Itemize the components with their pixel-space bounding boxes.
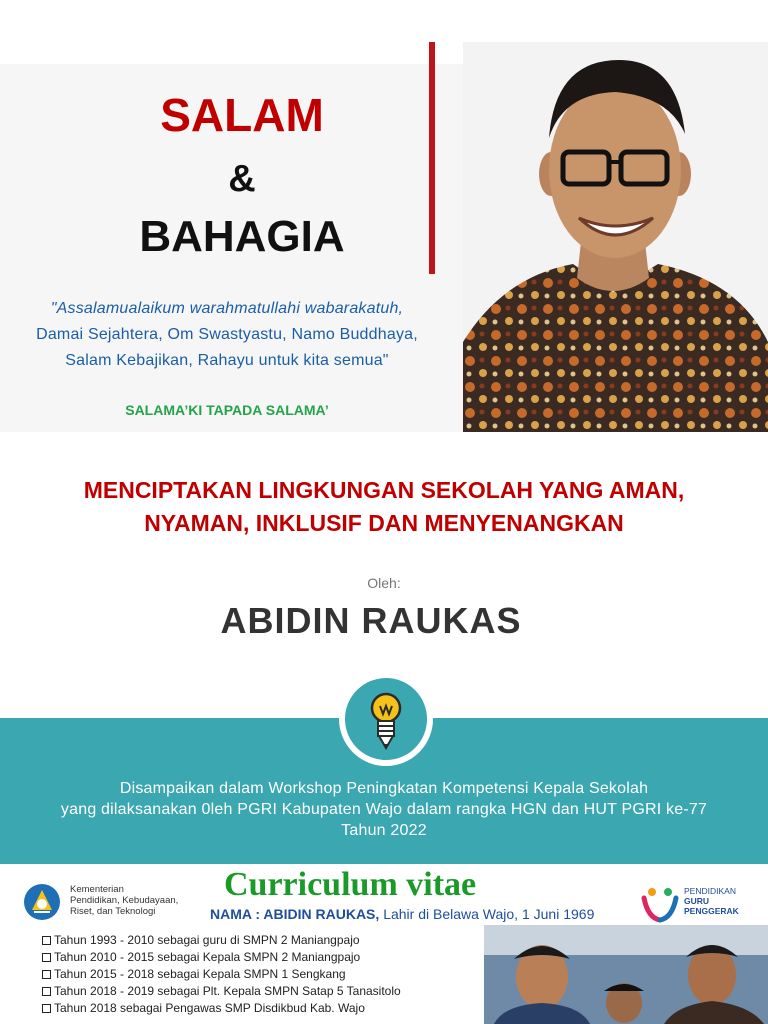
greeting-line-3: Salam Kebajikan, Rahayu untuk kita semua" bbox=[65, 352, 389, 369]
ministry-logo-line-2: Pendidikan, Kebudayaan, bbox=[70, 895, 179, 906]
occasion-text bbox=[0, 778, 768, 841]
speaker-photo bbox=[463, 42, 768, 432]
greeting-line-2: Damai Sejahtera, Om Swastyastu, Namo Buddhaya, bbox=[36, 326, 418, 343]
occasion-line-2: yang dilaksanakan 0leh PGRI Kabupaten Wajo dalam rangka HGN dan HUT PGRI ke-77 bbox=[60, 801, 708, 818]
author-name: ABIDIN RAUKAS bbox=[220, 600, 522, 641]
by-label: Oleh: bbox=[367, 575, 401, 591]
checkbox-icon bbox=[42, 953, 51, 962]
ministry-logo-line-1: Kementerian bbox=[70, 884, 124, 895]
checkbox-icon bbox=[42, 987, 51, 996]
presentation-title bbox=[0, 474, 768, 540]
cv-name-line bbox=[210, 906, 594, 922]
group-photo bbox=[484, 925, 768, 1024]
program-logo-line-3: PENGGERAK bbox=[684, 906, 739, 916]
guru-penggerak-icon bbox=[640, 884, 680, 924]
presentation-title-line-1: MENCIPTAKAN LINGKUNGAN SEKOLAH YANG AMAN, bbox=[83, 477, 685, 503]
lightbulb-badge bbox=[339, 672, 433, 766]
program-logo-line-2: GURU bbox=[684, 896, 710, 906]
cv-item: Tahun 2018 sebagai Pengawas SMP Disdikbud Kab. Wajo bbox=[42, 1000, 401, 1017]
occasion-line-3: Tahun 2022 bbox=[341, 822, 427, 839]
cv-name-label: NAMA : ABIDIN RAUKAS, bbox=[210, 906, 380, 922]
local-greeting: SALAMA’KI TAPADA SALAMA’ bbox=[125, 402, 329, 418]
greeting-text bbox=[0, 296, 454, 374]
ministry-logo-line-3: Riset, dan Teknologi bbox=[70, 906, 156, 917]
greeting-line-1: "Assalamualaikum warahmatullahi wabarakatuh, bbox=[50, 300, 404, 317]
program-logo-line-1: PENDIDIKAN bbox=[684, 886, 736, 896]
presentation-title-line-2: NYAMAN, INKLUSIF DAN MENYENANGKAN bbox=[144, 510, 624, 536]
tut-wuri-handayani-icon bbox=[22, 882, 62, 922]
occasion-line-1: Disampaikan dalam Workshop Peningkatan Kompetensi Kepala Sekolah bbox=[119, 780, 649, 797]
cv-item: Tahun 2018 - 2019 sebagai Plt. Kepala SMPN Satap 5 Tanasitolo bbox=[42, 983, 401, 1000]
cv-title: Curriculum vitae bbox=[224, 866, 477, 903]
cv-history-list bbox=[42, 932, 401, 1017]
cv-item: Tahun 2015 - 2018 sebagai Kepala SMPN 1 Sengkang bbox=[42, 966, 401, 983]
vertical-divider bbox=[429, 42, 435, 274]
cv-item: Tahun 2010 - 2015 sebagai Kepala SMPN 2 Maniangpajo bbox=[42, 949, 401, 966]
lightbulb-pencil-icon bbox=[361, 690, 411, 750]
greeting-title-salam: SALAM bbox=[160, 89, 324, 141]
checkbox-icon bbox=[42, 970, 51, 979]
program-logo bbox=[640, 884, 762, 930]
ministry-logo bbox=[22, 880, 222, 928]
greeting-title-bahagia: BAHAGIA bbox=[139, 212, 345, 261]
cv-item: Tahun 1993 - 2010 sebagai guru di SMPN 2 Maniangpajo bbox=[42, 932, 401, 949]
greeting-title-ampersand: & bbox=[228, 158, 256, 200]
checkbox-icon bbox=[42, 936, 51, 945]
checkbox-icon bbox=[42, 1004, 51, 1013]
cv-birth-info: Lahir di Belawa Wajo, 1 Juni 1969 bbox=[383, 906, 595, 922]
